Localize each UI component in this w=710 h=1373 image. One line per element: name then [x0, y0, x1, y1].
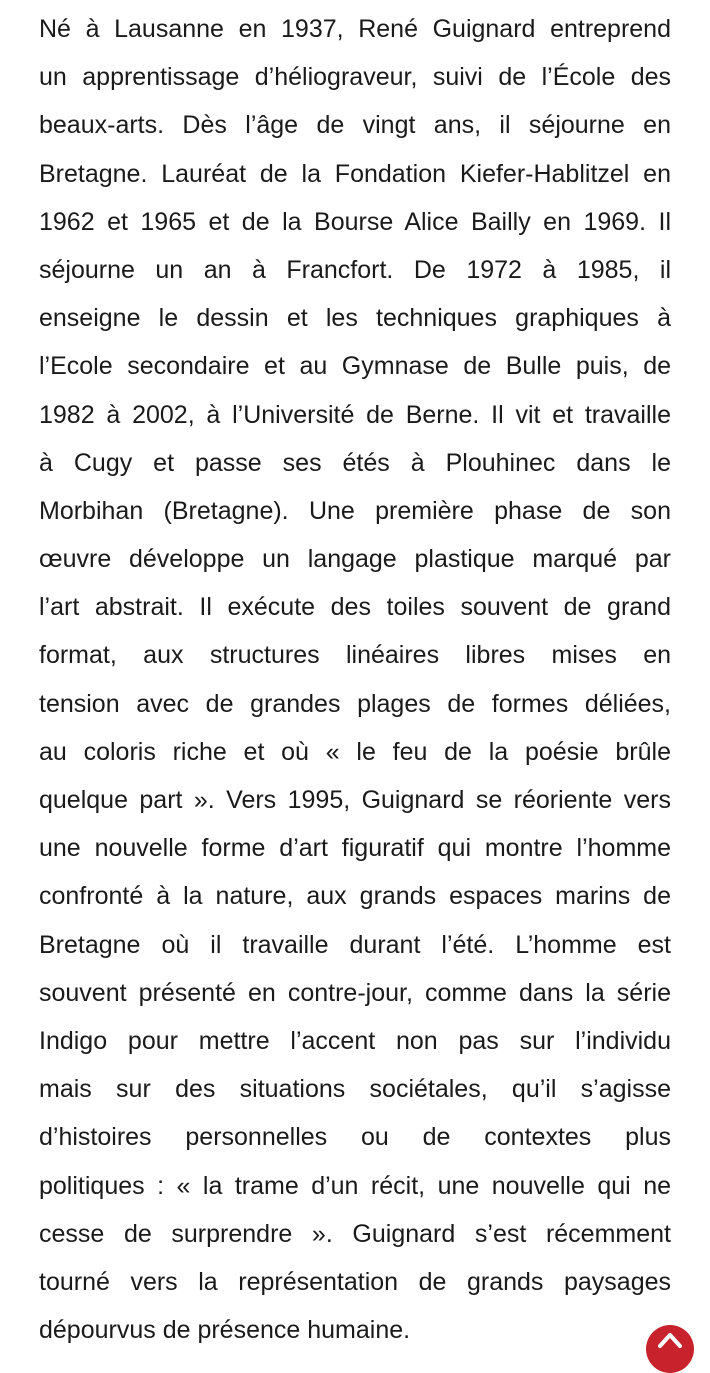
- biography-text: [39, 0, 671, 1349]
- text-line: enseigne le dessin et les techniques graphiques à: [39, 304, 671, 333]
- text-line-last: dépourvus de présence humaine.: [39, 1316, 411, 1345]
- text-line: tension avec de grandes plages de formes déliées,: [39, 689, 671, 718]
- text-line: un apprentissage d’héliograveur, suivi de l’École des: [39, 63, 671, 92]
- text-line: souvent présenté en contre-jour, comme dans la série: [39, 978, 671, 1007]
- text-line: Bretagne. Lauréat de la Fondation Kiefer-Hablitzel en: [39, 159, 671, 188]
- text-line: Indigo pour mettre l’accent non pas sur l’individu: [39, 1026, 671, 1055]
- text-line: Bretagne où il travaille durant l’été. L’homme est: [39, 930, 671, 959]
- text-line: tourné vers la représentation de grands paysages: [39, 1267, 671, 1296]
- text-line: confronté à la nature, aux grands espaces marins de: [39, 882, 671, 911]
- text-line: œuvre développe un langage plastique marqué par: [39, 545, 671, 574]
- text-line: format, aux structures linéaires libres mises en: [39, 641, 671, 670]
- text-line: Morbihan (Bretagne). Une première phase de son: [39, 496, 671, 525]
- text-line: 1982 à 2002, à l’Université de Berne. Il vit et travaille: [39, 400, 671, 429]
- text-line: cesse de surprendre ». Guignard s’est récemment: [39, 1219, 671, 1248]
- text-line: quelque part ». Vers 1995, Guignard se réoriente vers: [39, 786, 671, 814]
- text-line: une nouvelle forme d’art figuratif qui montre l’homme: [39, 834, 671, 863]
- text-line: au coloris riche et où « le feu de la poésie brûle: [39, 737, 671, 766]
- text-line: 1962 et 1965 et de la Bourse Alice Bailly en 1969. Il: [39, 207, 671, 236]
- text-line: séjourne un an à Francfort. De 1972 à 1985, il: [39, 255, 671, 284]
- text-line: l’Ecole secondaire et au Gymnase de Bulle puis, de: [39, 352, 671, 381]
- text-line: mais sur des situations sociétales, qu’il s’agisse: [39, 1075, 671, 1104]
- text-line: Né à Lausanne en 1937, René Guignard entreprend: [39, 15, 671, 43]
- text-line: politiques : « la trame d’un récit, une nouvelle qui ne: [39, 1171, 671, 1200]
- text-line: d’histoires personnelles ou de contextes plus: [39, 1123, 671, 1152]
- chevron-up-icon: [656, 1330, 684, 1350]
- text-line: l’art abstrait. Il exécute des toiles souvent de grand: [39, 593, 671, 622]
- text-line: beaux-arts. Dès l’âge de vingt ans, il séjourne en: [39, 111, 671, 140]
- scroll-to-top-button[interactable]: [646, 1325, 694, 1373]
- text-line: à Cugy et passe ses étés à Plouhinec dans le: [39, 448, 671, 477]
